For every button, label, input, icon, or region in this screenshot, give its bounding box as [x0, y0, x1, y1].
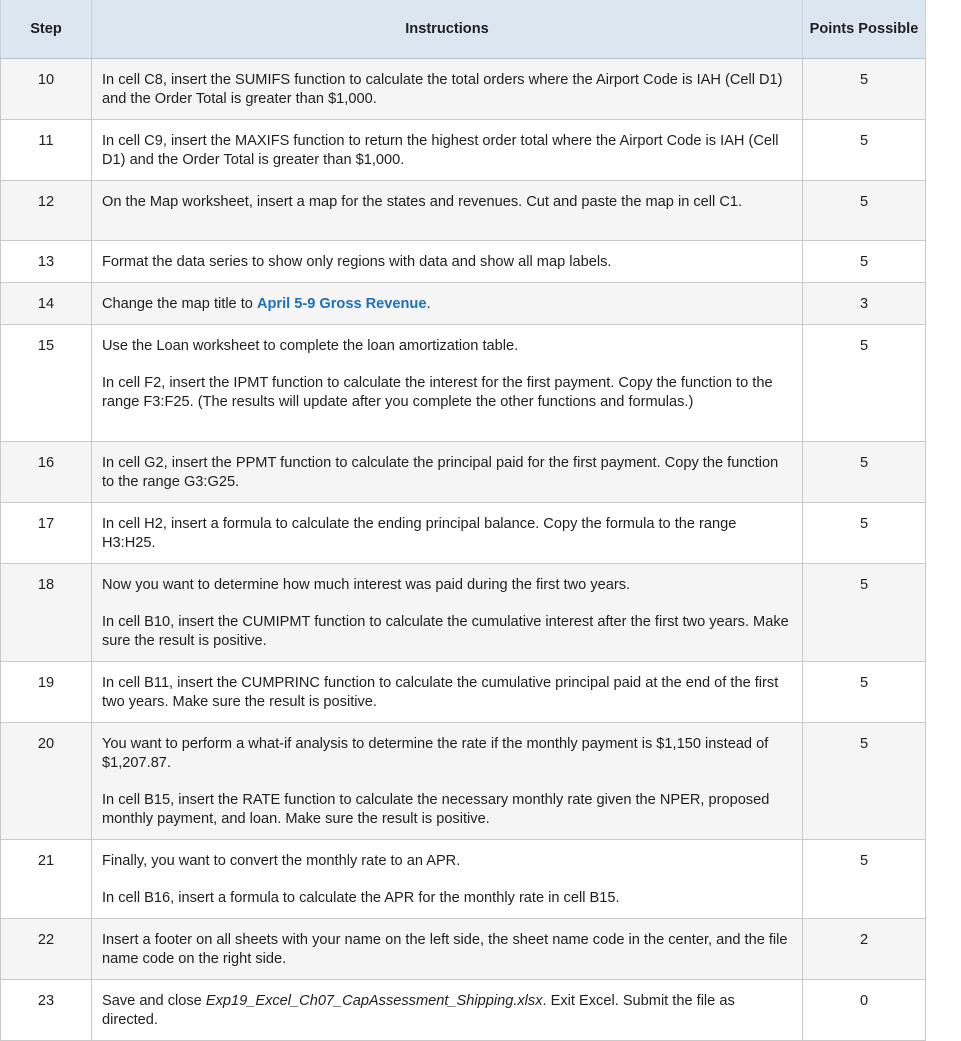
instruction-text: In cell C8, insert the SUMIFS function to calculate the total orders where the Airport Code is IAH (Cell D1) and the Order Total is greater than $1,000.	[102, 72, 783, 107]
instruction-text: In cell C9, insert the MAXIFS function to return the highest order total where the Airport Code is IAH (Cell D1) and the Order Total is greater than $1,000.	[102, 133, 779, 168]
table-row	[1, 283, 926, 325]
points-value: 5	[803, 840, 926, 919]
header-row	[1, 0, 926, 59]
step-number: 19	[1, 662, 92, 723]
instruction-text	[102, 992, 792, 1030]
points-value: 5	[803, 723, 926, 840]
instruction-text-tail: .	[426, 296, 431, 312]
instruction-text-lead: Change the map title to	[102, 296, 257, 312]
instruction-text: In cell G2, insert the PPMT function to calculate the principal paid for the first payment. Copy the function to the range G3:G25.	[102, 455, 779, 490]
instruction-text-lead: Save and close	[102, 993, 206, 1009]
instruction-cell	[92, 919, 803, 980]
instruction-cell	[92, 662, 803, 723]
points-value: 2	[803, 919, 926, 980]
instruction-text-tail: . Exit Excel. Submit the file as directed.	[102, 993, 735, 1028]
map-title-highlight: April 5-9 Gross Revenue	[256, 296, 427, 312]
table-row	[1, 241, 926, 283]
step-number: 20	[1, 723, 92, 840]
instruction-cell	[92, 503, 803, 564]
step-number: 16	[1, 442, 92, 503]
table-row	[1, 564, 926, 662]
table-row	[1, 181, 926, 241]
step-number: 21	[1, 840, 92, 919]
instruction-cell	[92, 241, 803, 283]
table-row	[1, 723, 926, 840]
table-row	[1, 120, 926, 181]
table-row	[1, 442, 926, 503]
step-number: 18	[1, 564, 92, 662]
instruction-cell	[92, 283, 803, 325]
instruction-text: You want to perform a what-if analysis to determine the rate if the monthly payment is $1,150 instead of $1,207.87.	[102, 736, 769, 771]
points-value: 5	[803, 181, 926, 241]
step-number: 22	[1, 919, 92, 980]
table-row	[1, 503, 926, 564]
instruction-text: In cell B11, insert the CUMPRINC function to calculate the cumulative principal paid at the end of the first two years. Make sure the result is positive.	[102, 675, 779, 710]
instruction-cell	[92, 59, 803, 120]
instruction-text: Format the data series to show only regions with data and show all map labels.	[102, 254, 612, 270]
table-row	[1, 919, 926, 980]
points-value: 3	[803, 283, 926, 325]
points-value: 5	[803, 503, 926, 564]
instruction-text: Now you want to determine how much interest was paid during the first two years.	[102, 577, 631, 593]
step-number: 15	[1, 325, 92, 442]
instruction-cell	[92, 564, 803, 662]
instruction-text: In cell B10, insert the CUMIPMT function to calculate the cumulative interest after the first two years. Make sure the result is positive.	[102, 614, 789, 649]
step-number: 17	[1, 503, 92, 564]
points-value: 5	[803, 241, 926, 283]
instruction-text: Use the Loan worksheet to complete the loan amortization table.	[102, 338, 519, 354]
points-value: 5	[803, 59, 926, 120]
table-row	[1, 662, 926, 723]
table-row	[1, 325, 926, 442]
points-value: 5	[803, 325, 926, 442]
points-value: 5	[803, 442, 926, 503]
instruction-text: On the Map worksheet, insert a map for the states and revenues. Cut and paste the map in cell C1.	[102, 194, 743, 210]
table-row	[1, 980, 926, 1041]
points-column-header: Points Possible	[803, 0, 926, 59]
instruction-text: Insert a footer on all sheets with your name on the left side, the sheet name code in the center, and the file name code on the right side.	[102, 932, 788, 967]
file-name: Exp19_Excel_Ch07_CapAssessment_Shipping.xlsx	[205, 993, 543, 1009]
step-number: 10	[1, 59, 92, 120]
instruction-cell	[92, 181, 803, 241]
instruction-text: In cell H2, insert a formula to calculate the ending principal balance. Copy the formula to the range H3:H25.	[102, 516, 737, 551]
instruction-cell	[92, 325, 803, 442]
step-number: 13	[1, 241, 92, 283]
instruction-text: In cell B16, insert a formula to calculate the APR for the monthly rate in cell B15.	[102, 890, 620, 906]
step-number: 11	[1, 120, 92, 181]
table-row	[1, 59, 926, 120]
points-value: 5	[803, 120, 926, 181]
instruction-text: In cell B15, insert the RATE function to calculate the necessary monthly rate given the NPER, proposed monthly payment, and loan. Make sure the result is positive.	[102, 792, 770, 827]
instruction-text	[102, 295, 792, 314]
step-column-header: Step	[1, 0, 92, 59]
table-row	[1, 840, 926, 919]
step-number: 14	[1, 283, 92, 325]
instruction-cell	[92, 442, 803, 503]
points-value: 0	[803, 980, 926, 1041]
instruction-cell	[92, 980, 803, 1041]
instruction-cell	[92, 120, 803, 181]
instruction-text: Finally, you want to convert the monthly rate to an APR.	[102, 853, 461, 869]
instruction-cell	[92, 840, 803, 919]
points-value: 5	[803, 662, 926, 723]
step-number: 23	[1, 980, 92, 1041]
instruction-cell	[92, 723, 803, 840]
step-number: 12	[1, 181, 92, 241]
instructions-column-header: Instructions	[92, 0, 803, 59]
instruction-text: In cell F2, insert the IPMT function to calculate the interest for the first payment. Copy the function to the range F3:F25. (The results will update after you complete the other functions and formulas.)	[102, 375, 773, 410]
points-value: 5	[803, 564, 926, 662]
